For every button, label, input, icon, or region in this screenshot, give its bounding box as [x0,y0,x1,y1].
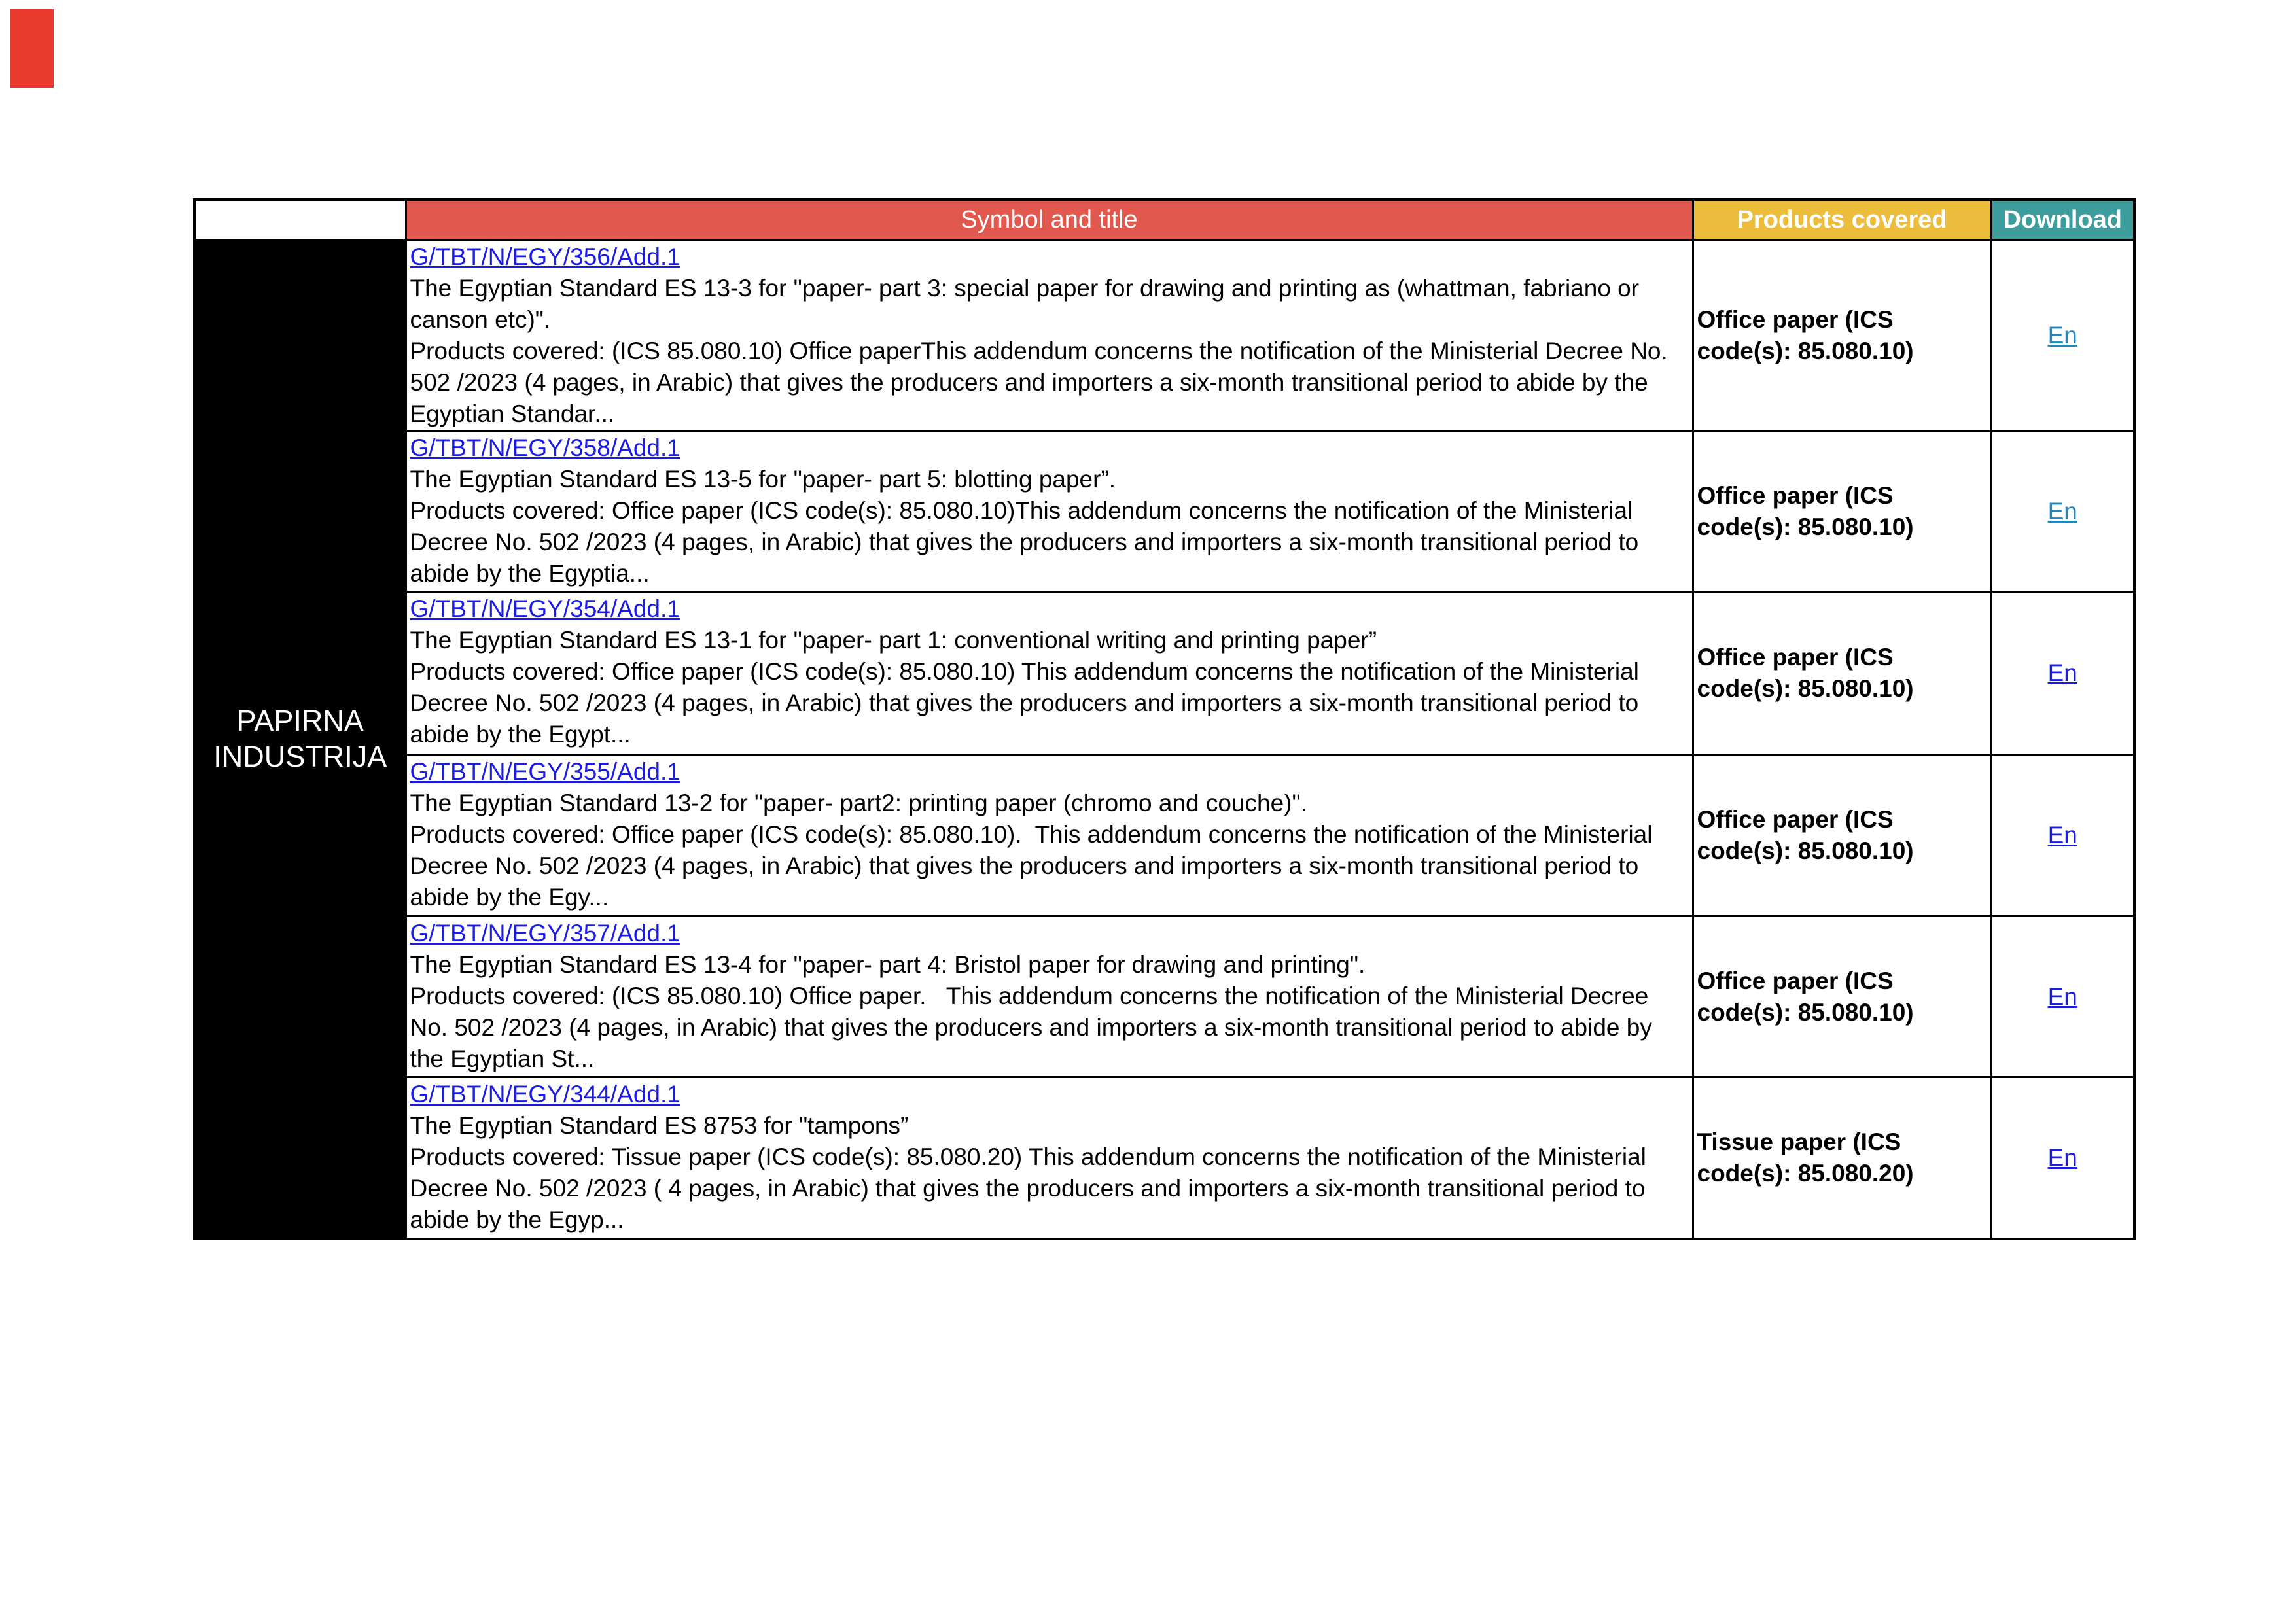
download-cell [1991,592,2134,755]
notification-title: The Egyptian Standard ES 13-4 for "paper- part 4: Bristol paper for drawing and printing". [410,951,1366,978]
notification-description: Products covered: Office paper (ICS code(s): 85.080.10). This addendum concerns the notification of the Ministerial Decree No. 502 /2023 (4 pages, in Arabic) that gives the producers and importers a six-month transitional period to abide by the Egy... [410,821,1659,911]
table-row [194,592,2134,755]
notification-title: The Egyptian Standard ES 13-3 for "paper- part 3: special paper for drawing and printing as (whattman, fabriano or canson etc)". [410,275,1646,333]
notification-title: The Egyptian Standard ES 8753 for "tampons” [410,1112,909,1139]
notification-description: Products covered: (ICS 85.080.10) Office paperThis addendum concerns the notification of the Ministerial Decree No. 502 /2023 (4 pages, in Arabic) that gives the producers and importers a six-month transitional period to abide by the Egyptian Standar... [410,338,1675,427]
download-en-link[interactable]: En [2047,1143,2077,1171]
sidebar-papirna-industrija: PAPIRNA INDUSTRIJA [194,240,406,1239]
symbol-cell [406,431,1693,592]
products-covered-cell: Office paper (ICS code(s): 85.080.10) [1693,592,1991,755]
header-row [194,200,2134,240]
download-cell [1991,916,2134,1077]
download-en-link[interactable]: En [2047,321,2077,349]
download-en-link[interactable]: En [2047,497,2077,525]
notification-description: Products covered: Office paper (ICS code(s): 85.080.10) This addendum concerns the notification of the Ministerial Decree No. 502 /2023 (4 pages, in Arabic) that gives the producers and importers a six-month transitional period to abide by the Egypt... [410,658,1646,748]
products-covered-cell: Tissue paper (ICS code(s): 85.080.20) [1693,1077,1991,1239]
symbol-cell [406,755,1693,916]
table-row [194,1077,2134,1239]
download-cell [1991,1077,2134,1239]
red-marker [10,9,54,88]
products-covered-cell: Office paper (ICS code(s): 85.080.10) [1693,431,1991,592]
products-covered-cell: Office paper (ICS code(s): 85.080.10) [1693,240,1991,431]
notifications-table [193,198,2136,1240]
notification-link[interactable]: G/TBT/N/EGY/357/Add.1 [410,920,680,947]
notification-title: The Egyptian Standard ES 13-5 for "paper- part 5: blotting paper”. [410,466,1116,493]
download-cell [1991,431,2134,592]
download-en-link[interactable]: En [2047,822,2077,848]
download-en-link[interactable]: En [2047,983,2077,1010]
notification-description: Products covered: (ICS 85.080.10) Office paper. This addendum concerns the notification of the Ministerial Decree No. 502 /2023 (4 pages, in Arabic) that gives the producers and importers a six-month transitional period to abide by the Egyptian St... [410,983,1659,1072]
symbol-cell [406,240,1693,431]
download-en-link[interactable]: En [2047,659,2077,686]
symbol-title-header: Symbol and title [406,200,1693,240]
table-row [194,431,2134,592]
notification-description: Products covered: Tissue paper (ICS code(s): 85.080.20) This addendum concerns the notification of the Ministerial Decree No. 502 /2023 ( 4 pages, in Arabic) that gives the producers and importers a six-month transitional period to abide by the Egyp... [410,1143,1653,1233]
products-covered-cell: Office paper (ICS code(s): 85.080.10) [1693,916,1991,1077]
notification-link[interactable]: G/TBT/N/EGY/355/Add.1 [410,758,680,785]
download-header: Download [1991,200,2134,240]
products-covered-header: Products covered [1693,200,1991,240]
notification-link[interactable]: G/TBT/N/EGY/356/Add.1 [410,243,680,270]
symbol-cell [406,916,1693,1077]
notification-link[interactable]: G/TBT/N/EGY/354/Add.1 [410,595,680,622]
notification-title: The Egyptian Standard 13-2 for "paper- part2: printing paper (chromo and couche)". [410,790,1307,816]
table-row [194,240,2134,431]
table-row [194,755,2134,916]
notification-title: The Egyptian Standard ES 13-1 for "paper- part 1: conventional writing and printing paper” [410,627,1377,654]
products-covered-cell: Office paper (ICS code(s): 85.080.10) [1693,755,1991,916]
download-cell [1991,240,2134,431]
symbol-cell [406,1077,1693,1239]
notification-link[interactable]: G/TBT/N/EGY/358/Add.1 [410,434,680,461]
symbol-cell [406,592,1693,755]
notification-description: Products covered: Office paper (ICS code(s): 85.080.10)This addendum concerns the notification of the Ministerial Decree No. 502 /2023 (4 pages, in Arabic) that gives the producers and importers a six-month transitional period to abide by the Egyptia... [410,497,1646,587]
download-cell [1991,755,2134,916]
table-row [194,916,2134,1077]
notification-link[interactable]: G/TBT/N/EGY/344/Add.1 [410,1081,680,1108]
empty-header-cell [194,200,406,240]
